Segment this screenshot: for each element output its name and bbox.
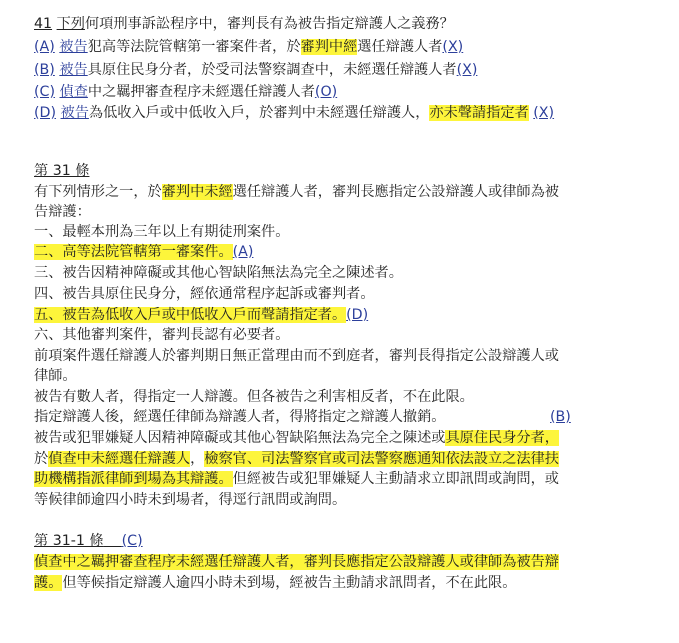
- question-stem: [34, 14, 454, 34]
- option-c: [34, 82, 337, 102]
- option-b-letter: (B): [34, 62, 55, 78]
- option-b-subject: 被告: [59, 62, 88, 78]
- article-31-item-6: 六、其他審判案件，審判長認有必要者。: [34, 327, 290, 343]
- option-c-text: 中之羈押審查程序未經選任辯護人者: [87, 84, 315, 100]
- option-a-mark: (X): [442, 39, 464, 55]
- article-31-para-5b-comma: ，: [190, 451, 205, 467]
- article-31-heading: 第 31 條: [34, 163, 90, 179]
- article-31-1-line-2-highlight: 護。: [34, 575, 63, 591]
- article-31-intro-a: 有下列情形之一，於: [34, 184, 162, 200]
- article-31-para-5b: [34, 449, 559, 469]
- option-d-subject: 被告: [60, 105, 89, 121]
- article-31-item-2: [34, 242, 253, 262]
- article-31-item-2-text: 二、高等法院管轄第一審案件。: [34, 244, 233, 260]
- question-stem-text: 何項刑事訴訟程序中，審判長有為被告指定辯護人之義務？: [84, 16, 454, 32]
- option-d: [34, 103, 554, 123]
- option-a-text-end: 選任辯護人者: [357, 39, 443, 55]
- article-31-para-5b-pre: 於: [34, 451, 49, 467]
- option-a: [34, 37, 463, 57]
- article-31-1-line-1: [34, 552, 559, 572]
- option-a-text: 犯高等法院管轄第一審案件者，於: [87, 39, 301, 55]
- option-d-text: 為低收入戶或中低收入戶，於審判中未經選任辯護人，: [88, 105, 430, 121]
- article-31-item-2-mark: (A): [232, 244, 254, 260]
- option-a-letter: (A): [34, 39, 55, 55]
- option-b-text: 具原住民身分者，於受司法警察調查中，未經選任辯護人者: [87, 62, 457, 78]
- article-31-para-5d: 等候律師逾四小時未到場者，得逕行訊問或詢問。: [34, 492, 347, 508]
- article-31-item-4: 四、被告具原住民身分，經依通常程序起訴或審判者。: [34, 286, 375, 302]
- article-31-para-5a: [34, 428, 559, 448]
- article-31-1-line-2: [34, 573, 516, 593]
- article-31-para-5a-highlight: 具原住民身分者，: [445, 430, 559, 446]
- option-d-highlight: 亦未聲請指定者: [429, 105, 529, 121]
- article-31-item-3: 三、被告因精神障礙或其他心智缺陷無法為完全之陳述者。: [34, 265, 403, 281]
- article-31-item-1: 一、最輕本刑為三年以上有期徒刑案件。: [34, 224, 290, 240]
- option-a-subject: 被告: [59, 39, 88, 55]
- article-31-para-4-mark: (B): [550, 409, 571, 425]
- option-d-mark: (X): [533, 105, 555, 121]
- option-b: [34, 60, 477, 80]
- article-31-1-heading-row: [34, 531, 143, 551]
- question-number: 41: [34, 16, 53, 32]
- article-31-para-4: 指定辯護人後，經選任律師為辯護人者，得將指定之辯護人撤銷。: [34, 409, 446, 425]
- article-31-intro: [34, 182, 559, 202]
- option-c-mark: (O): [314, 84, 338, 100]
- article-31-intro-b: 選任辯護人者，審判長應指定公設辯護人或律師為被: [232, 184, 559, 200]
- article-31-1-heading: 第 31-1 條: [34, 533, 104, 549]
- article-31-para-5c-text: 但經被告或犯罪嫌疑人主動請求立即訊問或詢問，或: [232, 471, 559, 487]
- option-c-letter: (C): [34, 84, 55, 100]
- option-d-letter: (D): [34, 105, 56, 121]
- option-c-subject: 偵查: [59, 84, 88, 100]
- article-31-para-5c-highlight: 助機構指派律師到場為其辯護。: [34, 471, 233, 487]
- article-31-item-5: [34, 305, 368, 325]
- article-31-para-2b: 律師。: [34, 368, 77, 384]
- article-31-para-5b-highlight-1: 偵查中未經選任辯護人: [48, 451, 191, 467]
- article-31-1-line-2-text: 但等候指定辯護人逾四小時未到場，經被告主動請求訊問者，不在此限。: [62, 575, 517, 591]
- article-31-1-mark: (C): [121, 533, 143, 549]
- article-31-intro-highlight: 審判中未經: [161, 184, 233, 200]
- article-31-intro-c: 告辯護：: [34, 204, 91, 220]
- article-31-para-5c: [34, 469, 559, 489]
- option-b-mark: (X): [456, 62, 478, 78]
- article-31-item-5-mark: (D): [346, 307, 369, 323]
- article-31-1-line-1-highlight: 偵查中之羈押審查程序未經選任辯護人者，審判長應指定公設辯護人或律師為被告辯: [34, 554, 559, 570]
- article-31-para-2a: 前項案件選任辯護人於審判期日無正當理由而不到庭者，審判長得指定公設辯護人或: [34, 348, 559, 364]
- option-a-highlight: 審判中經: [300, 39, 358, 55]
- question-stem-prefix: 下列: [56, 16, 85, 32]
- article-31-item-5-text: 五、被告為低收入戶或中低收入戶而聲請指定者。: [34, 307, 347, 323]
- article-31-para-3: 被告有數人者，得指定一人辯護。但各被告之利害相反者，不在此限。: [34, 389, 474, 405]
- article-31-para-5a-text: 被告或犯罪嫌疑人因精神障礙或其他心智缺陷無法為完全之陳述或: [34, 430, 446, 446]
- article-31-para-5b-highlight-2: 檢察官、司法警察官或司法警察應通知依法設立之法律扶: [204, 451, 559, 467]
